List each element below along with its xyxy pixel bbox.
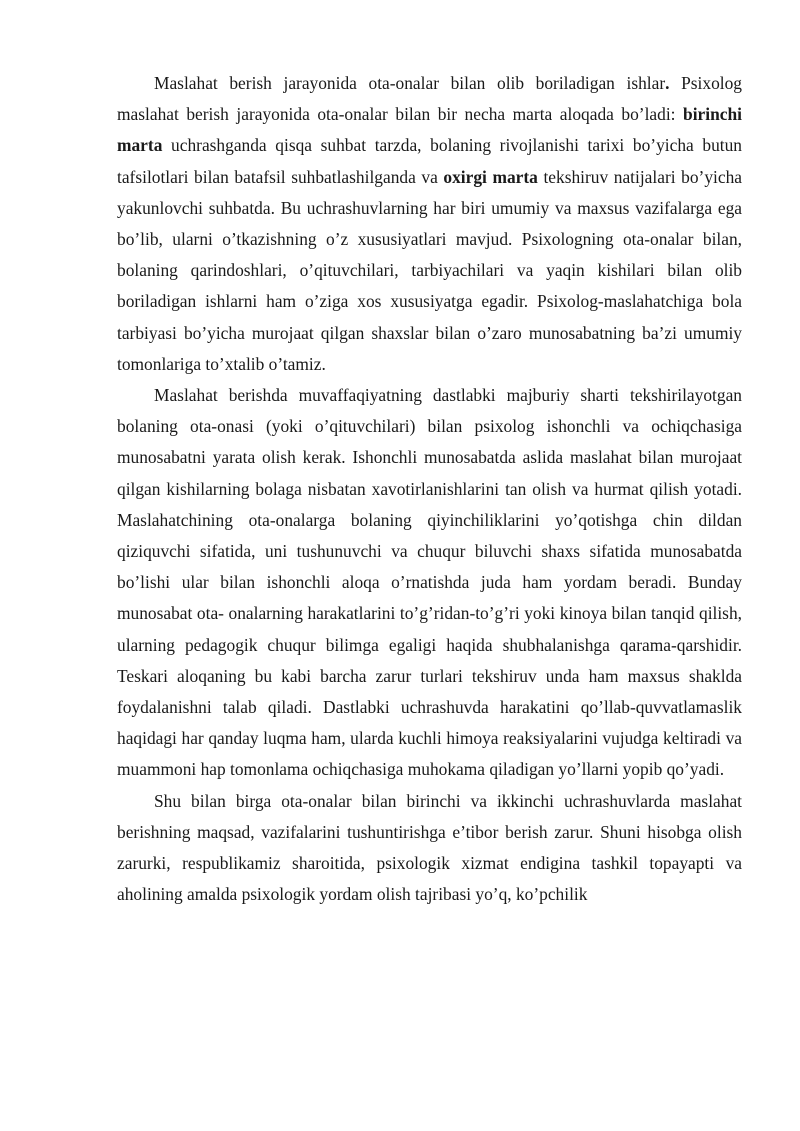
p1-bold-last-time: oxirgi marta xyxy=(443,166,538,187)
paragraph-3: Shu bilan birga ota-onalar bilan birinchi va ikkinchi uchrashuvlarda maslahat berishning maqsad, vazifalarini tushuntirishga e’tibor berish zarur. Shuni hisobga olish zarurki, respublikamiz sharoitida, psixologik xizmat endigina tashkil topayapti va aholining amalda psixologik yordam olish tajribasi yo’q, ko’pchilik xyxy=(117,790,742,905)
p1-text-a: Psixolog maslahat berish jarayonida ota-onalar bilan bir necha marta aloqada bo’ladi: xyxy=(117,73,742,125)
document-page xyxy=(117,68,742,910)
paragraph-2: Maslahat berishda muvaffaqiyatning dastlabki majburiy sharti tekshirilayotgan bolaning ota-onasi (yoki o’qituvchilari) bilan psixolog ishonchli va ochiqchasiga munosabatni yarata olish kerak. Ishonchli munosabatda aslida maslahat bilan murojaat qilgan kishilarning bolaga nisbatan xavotirlanishlarini tan olish va hurmat qilish yotadi. Maslahatchining ota-onalarga bolaning qiyinchiliklarini yo’qotishga chin dildan qiziquvchi sifatida, uni tushunuvchi va chuqur biluvchi shaxs sifatida munosabatda bo’lishi ular bilan ishonchli aloqa o’rnatishda juda ham yordam beradi. Bunday munosabat ota- onalarning harakatlarini to’g’ridan-to’g’ri yoki kinoya bilan tanqid qilish, ularning pedagogik chuqur bilimga egaligi haqida shubhalanishga qarama-qarshidir. Teskari aloqaning bu kabi barcha zarur turlari tekshiruv unda ham maxsus shaklda foydalanishni talab qiladi. Dastlabki uchrashuvda harakatini qo’llab-quvvatlamaslik haqidagi har qanday luqma ham, ularda kuchli himoya reaksiyalarini vujudga keltiradi va muammoni hap tomonlama ochiqchasiga muhokama qiladigan yo’llarni yopib qo’yadi. xyxy=(117,385,742,780)
paragraph-1 xyxy=(117,68,742,380)
p1-text-b: uchrashganda qisqa suhbat tarzda, bolaning rivojlanishi tarixi bo’yicha butun tafsilotlari bilan batafsil suhbatlashilganda va xyxy=(117,135,742,187)
p1-text-c: tekshiruv natijalari bo’yicha yakunlovchi suhbatda. Bu uchrashuvlarning har biri umumiy va maxsus vazifalarga ega bo’lib, ularni o’tkazishning o’z xususiyatlari mavjud. Psixologning ota-onalar bilan, bolaning qarindoshlari, o’qituvchilari, tarbiyachilari va yaqin kishilari bilan olib boriladigan ishlarni ham o’ziga xos xususiyatga egadir. Psixolog-maslahatchiga bola tarbiyasi bo’yicha murojaat qilgan shaxslar bilan o’zaro munosabatning ba’zi umumiy tomonlariga to’xtalib o’tamiz. xyxy=(117,166,742,374)
p1-bold-first-time: birinchi marta xyxy=(117,104,742,156)
p1-text-intro: Maslahat berish jarayonida ota-onalar bilan olib boriladigan ishlar xyxy=(154,73,666,93)
p1-bold-period: . xyxy=(665,73,670,93)
